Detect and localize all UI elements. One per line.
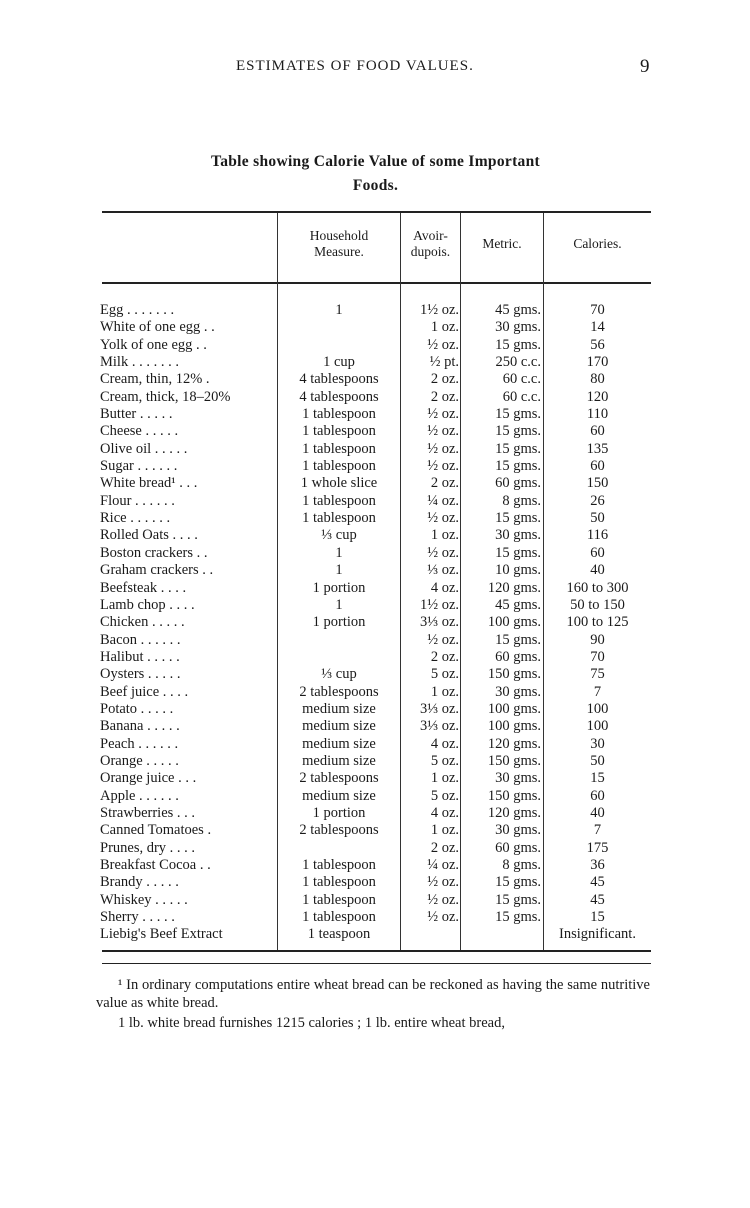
cell-household-measure: 1 tablespoon [302,874,376,891]
cell-metric: 100 gms. [487,718,541,735]
cell-calories: 15 [590,909,605,926]
table-row [0,892,750,909]
cell-calories: 100 [586,700,609,717]
table-row [0,770,750,787]
table-row [0,354,750,371]
cell-metric: 100 gms. [487,700,541,717]
cell-avoirdupois: 1½ oz. [419,596,459,613]
cell-household-measure: medium size [302,718,376,735]
cell-avoirdupois: 2 oz. [430,839,459,856]
cell-avoirdupois: ½ oz. [427,874,459,891]
table-row [0,580,750,597]
cell-avoirdupois: ½ oz. [427,458,459,475]
header-household-measure-line-1: Household [309,228,369,243]
cell-calories: 40 [590,804,605,821]
cell-food: Egg . . . . . . . [100,302,175,318]
cell-food: Olive oil . . . . . [100,440,188,457]
cell-household-measure: 1 [335,302,343,318]
header-metric: Metric. [482,236,522,251]
cell-metric: 150 gms. [487,752,541,769]
cell-household-measure: medium size [302,752,376,769]
cell-calories: 90 [590,631,605,648]
cell-food: Liebig's Beef Extract [100,926,223,943]
cell-household-measure: ⅓ cup [321,527,357,544]
cell-calories: 60 [590,423,605,440]
cell-household-measure: 4 tablespoons [299,371,379,388]
table-row [0,423,750,440]
cell-metric: 30 gms. [495,527,541,544]
header-avoirdupois-line-1: Avoir- [413,228,448,243]
cell-metric: 10 gms. [495,562,541,579]
cell-food: Banana . . . . . [100,718,180,735]
table-row [0,389,750,406]
cell-metric: 30 gms. [495,319,541,336]
cell-metric: 15 gms. [495,544,541,561]
cell-calories: 14 [590,319,605,336]
cell-food: Orange . . . . . [100,752,179,769]
cell-calories: 36 [590,857,605,873]
cell-metric: 15 gms. [495,440,541,457]
cell-metric: 8 gms. [502,492,541,509]
cell-calories: 100 [586,718,609,735]
cell-household-measure: 1 portion [312,804,366,821]
table-top-rule [102,211,651,213]
cell-calories: 120 [586,388,609,405]
table-header-rule [102,282,651,284]
footnote-continuation: 1 lb. white bread furnishes 1215 calories ; 1 lb. entire wheat bread, [118,1015,505,1031]
cell-avoirdupois: 5 oz. [430,787,459,804]
cell-food: Rolled Oats . . . . [100,527,198,544]
footnote-1: ¹ In ordinary computations entire wheat bread can be reckoned as having the same nutritive value as white bread. [96,977,650,1011]
cell-calories: 40 [590,562,605,579]
cell-calories: 26 [590,492,605,509]
cell-calories: 175 [586,839,609,856]
cell-avoirdupois: ¼ oz. [427,857,459,873]
table-bottom-rule [102,950,651,952]
cell-food: Flour . . . . . . [100,492,175,509]
cell-household-measure: 1 tablespoon [302,423,376,440]
cell-food: Apple . . . . . . [100,787,179,804]
cell-calories: 100 to 125 [566,614,629,631]
cell-avoirdupois: ⅓ oz. [427,562,459,579]
cell-metric: 120 gms. [487,579,541,596]
cell-household-measure: 1 teaspoon [307,926,371,943]
cell-calories: 75 [590,666,605,683]
cell-avoirdupois: 3⅓ oz. [419,614,459,631]
cell-food: Cream, thin, 12% . [100,371,210,388]
cell-metric: 120 gms. [487,735,541,752]
cell-metric: 60 gms. [495,839,541,856]
cell-food: Bacon . . . . . . [100,631,181,648]
table-title-line-1: Table showing Calorie Value of some Important [211,153,540,170]
cell-food: Oysters . . . . . [100,666,181,683]
header-calories: Calories. [573,236,622,251]
cell-metric: 60 gms. [495,648,541,665]
cell-calories: 170 [586,354,609,371]
table-row [0,406,750,423]
cell-metric: 150 gms. [487,787,541,804]
cell-metric: 8 gms. [502,857,541,873]
cell-calories: 50 [590,752,605,769]
cell-food: Brandy . . . . . [100,874,179,891]
cell-metric: 45 gms. [495,302,541,318]
cell-food: White of one egg . . [100,319,215,336]
cell-calories: 50 [590,510,605,527]
cell-metric: 30 gms. [495,770,541,787]
cell-calories: 45 [590,874,605,891]
cell-calories: 56 [590,336,605,353]
header-avoirdupois-line-2: dupois. [410,244,451,259]
cell-avoirdupois: 4 oz. [430,735,459,752]
cell-food: Halibut . . . . . [100,648,180,665]
cell-avoirdupois: 2 oz. [430,648,459,665]
table-row [0,562,750,579]
cell-household-measure: 1 tablespoon [302,891,376,908]
cell-metric: 15 gms. [495,909,541,926]
cell-food: Sugar . . . . . . [100,458,178,475]
table-row [0,458,750,475]
cell-avoirdupois: 3⅓ oz. [419,718,459,735]
cell-food: Butter . . . . . [100,406,173,423]
cell-food: White bread¹ . . . [100,475,198,492]
cell-household-measure: 2 tablespoons [299,683,379,700]
table-row [0,805,750,822]
cell-household-measure: ⅓ cup [321,666,357,683]
cell-household-measure: 1 tablespoon [302,909,376,926]
cell-household-measure: 1 portion [312,579,366,596]
cell-avoirdupois: 3⅓ oz. [419,700,459,717]
running-head [0,58,750,80]
cell-household-measure: 1 whole slice [300,475,378,492]
cell-calories: 160 to 300 [566,579,629,596]
table-row [0,822,750,839]
footnotes [96,976,650,1032]
cell-household-measure: 4 tablespoons [299,388,379,405]
cell-food: Boston crackers . . [100,544,208,561]
table-row [0,736,750,753]
cell-calories: 45 [590,891,605,908]
cell-food: Rice . . . . . . [100,510,171,527]
cell-avoirdupois: 5 oz. [430,666,459,683]
table-row [0,874,750,891]
table-row [0,857,750,874]
cell-food: Whiskey . . . . . [100,891,188,908]
table-row [0,337,750,354]
cell-household-measure: 2 tablespoons [299,770,379,787]
cell-avoirdupois: ½ oz. [427,891,459,908]
cell-avoirdupois: ½ pt. [429,354,459,371]
table-row [0,510,750,527]
cell-food: Sherry . . . . . [100,909,175,926]
cell-food: Yolk of one egg . . [100,336,207,353]
cell-avoirdupois: 1 oz. [430,822,459,839]
table-row [0,788,750,805]
cell-metric: 15 gms. [495,423,541,440]
cell-food: Beef juice . . . . [100,683,189,700]
table-row [0,909,750,926]
cell-household-measure: 1 tablespoon [302,510,376,527]
cell-metric: 30 gms. [495,822,541,839]
table-row [0,545,750,562]
cell-food: Beefsteak . . . . [100,579,187,596]
cell-food: Cheese . . . . . [100,423,179,440]
header-avoirdupois [401,228,460,260]
table-row [0,926,750,943]
cell-metric: 15 gms. [495,631,541,648]
cell-calories: 110 [586,406,609,423]
cell-household-measure: 1 portion [312,614,366,631]
cell-calories: 15 [590,770,605,787]
table-row [0,614,750,631]
cell-metric: 100 gms. [487,614,541,631]
cell-avoirdupois: 1½ oz. [419,302,459,318]
running-title: ESTIMATES OF FOOD VALUES. [236,58,474,74]
cell-food: Cream, thick, 18–20% [100,388,231,405]
cell-metric: 15 gms. [495,336,541,353]
cell-calories: 7 [593,683,602,700]
cell-avoirdupois: 1 oz. [430,319,459,336]
cell-avoirdupois: 1 oz. [430,683,459,700]
cell-avoirdupois: ½ oz. [427,336,459,353]
cell-metric: 60 gms. [495,475,541,492]
cell-calories: 60 [590,544,605,561]
table-body [0,302,750,944]
cell-food: Chicken . . . . . [100,614,185,631]
table-row [0,701,750,718]
cell-avoirdupois: ½ oz. [427,909,459,926]
cell-household-measure: 1 cup [323,354,355,371]
table-row [0,319,750,336]
table-title [100,150,651,198]
cell-metric: 250 c.c. [495,354,541,371]
header-household-measure-line-2: Measure. [314,244,364,259]
table-row [0,302,750,319]
cell-calories: 135 [586,440,609,457]
cell-metric: 15 gms. [495,891,541,908]
cell-metric: 120 gms. [487,804,541,821]
cell-metric: 60 c.c. [502,371,541,388]
cell-calories: 80 [590,371,605,388]
cell-food: Potato . . . . . [100,700,174,717]
cell-calories: 50 to 150 [570,596,625,613]
cell-food: Breakfast Cocoa . . [100,857,211,873]
cell-food: Orange juice . . . [100,770,197,787]
cell-metric: 150 gms. [487,666,541,683]
cell-avoirdupois: 5 oz. [430,752,459,769]
cell-household-measure: 1 [335,544,343,561]
cell-food: Peach . . . . . . [100,735,179,752]
cell-metric: 15 gms. [495,406,541,423]
cell-food: Prunes, dry . . . . [100,839,196,856]
cell-avoirdupois: 1 oz. [430,770,459,787]
cell-metric: 45 gms. [495,596,541,613]
table-row [0,684,750,701]
cell-metric: 15 gms. [495,458,541,475]
cell-avoirdupois: 1 oz. [430,527,459,544]
cell-calories: 116 [586,527,609,544]
cell-household-measure: 1 tablespoon [302,458,376,475]
cell-household-measure: 1 [335,596,343,613]
cell-household-measure: 1 tablespoon [302,440,376,457]
cell-food: Milk . . . . . . . [100,354,179,371]
cell-metric: 60 c.c. [502,388,541,405]
cell-food: Canned Tomatoes . [100,822,212,839]
table-bottom-rule-thin [102,963,651,964]
cell-avoirdupois: 2 oz. [430,388,459,405]
cell-metric: 15 gms. [495,874,541,891]
cell-calories: 60 [590,787,605,804]
table-row [0,441,750,458]
cell-metric: 30 gms. [495,683,541,700]
cell-household-measure: 1 tablespoon [302,406,376,423]
table-row [0,493,750,510]
table-row [0,632,750,649]
table-row [0,597,750,614]
cell-calories: 30 [590,735,605,752]
table-row [0,840,750,857]
cell-household-measure: 1 tablespoon [302,857,376,873]
table-row [0,527,750,544]
cell-avoirdupois: 2 oz. [430,475,459,492]
cell-metric: 15 gms. [495,510,541,527]
cell-calories: 70 [590,302,605,318]
cell-avoirdupois: ½ oz. [427,440,459,457]
cell-avoirdupois: 4 oz. [430,804,459,821]
table-title-line-2: Foods. [352,177,399,194]
cell-food: Lamb chop . . . . [100,596,195,613]
cell-avoirdupois: ¼ oz. [427,492,459,509]
cell-household-measure: medium size [302,700,376,717]
table-row [0,649,750,666]
table-row [0,753,750,770]
cell-avoirdupois: ½ oz. [427,423,459,440]
table-row [0,666,750,683]
cell-calories: 60 [590,458,605,475]
cell-calories: 70 [590,648,605,665]
table-row [0,718,750,735]
page-number: 9 [640,56,650,77]
header-household-measure [279,228,399,260]
cell-household-measure: 2 tablespoons [299,822,379,839]
cell-avoirdupois: 2 oz. [430,371,459,388]
cell-avoirdupois: 4 oz. [430,579,459,596]
cell-avoirdupois: ½ oz. [427,510,459,527]
cell-food: Graham crackers . . [100,562,214,579]
cell-calories: Insignificant. [559,926,636,943]
cell-food: Strawberries . . . [100,804,196,821]
cell-calories: 150 [586,475,609,492]
cell-household-measure: 1 [335,562,343,579]
table-row [0,371,750,388]
cell-household-measure: 1 tablespoon [302,492,376,509]
cell-household-measure: medium size [302,787,376,804]
cell-calories: 7 [593,822,602,839]
cell-avoirdupois: ½ oz. [427,406,459,423]
cell-household-measure: medium size [302,735,376,752]
table-row [0,475,750,492]
cell-avoirdupois: ½ oz. [427,631,459,648]
cell-avoirdupois: ½ oz. [427,544,459,561]
